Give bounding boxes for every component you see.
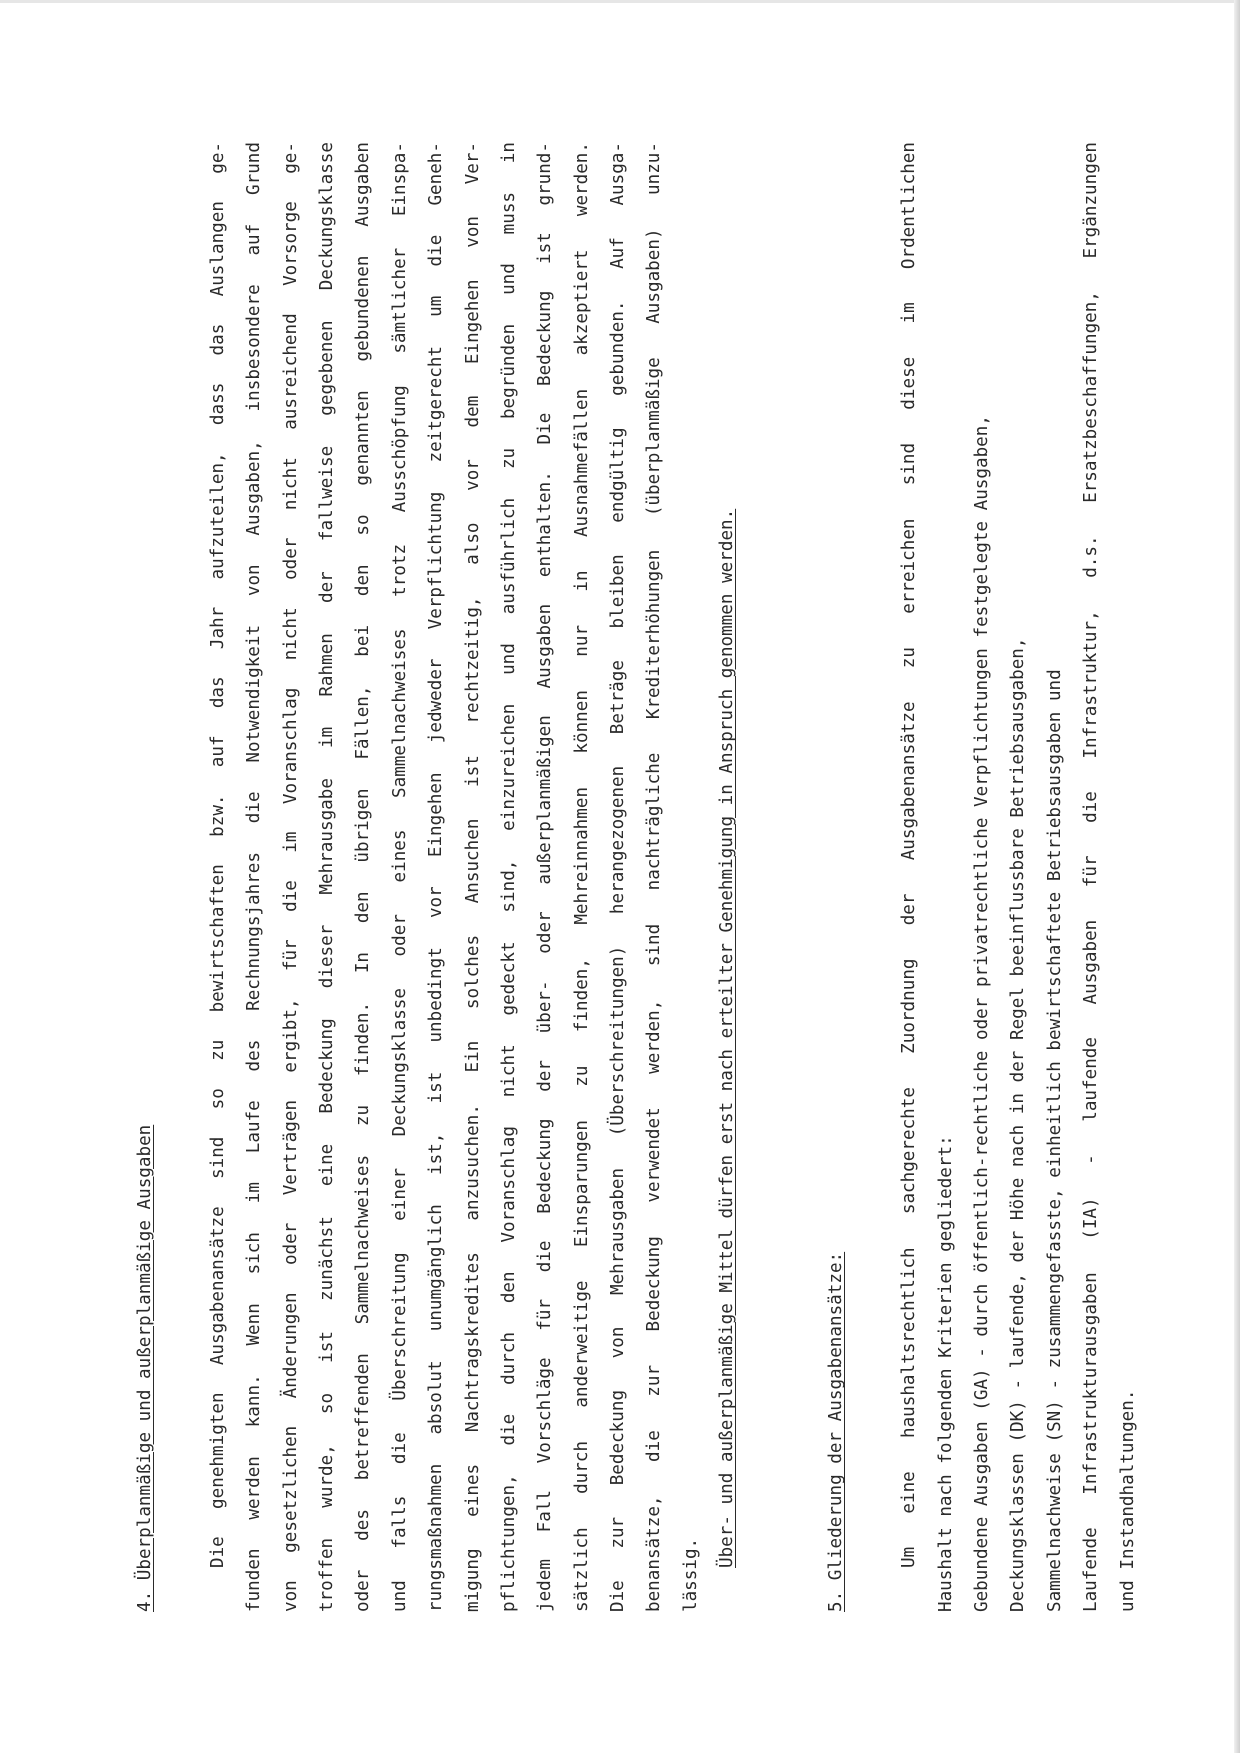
- list-item: Laufende Infrastrukturausgaben (IA) - laufende Ausgaben für die Infrastruktur, d.s. Ersatzbeschaffungen, Ergänzungen: [1081, 142, 1102, 1612]
- text-line: sätzlich durch anderweitige Einsparungen zu finden, Mehreinnahmen können nur in Ausnahmefällen akzeptiert werden.: [571, 142, 592, 1612]
- text-line: Haushalt nach folgenden Kriterien gegliedert:: [935, 1135, 956, 1612]
- list-item: Gebundene Ausgaben (GA) - durch öffentlich-rechtliche oder privatrechtliche Verpflichtungen festgelegte Ausgaben,: [971, 415, 992, 1612]
- text-line: lässig.: [680, 1537, 701, 1612]
- text-line: troffen wurde, so ist zunächst eine Bedeckung dieser Mehrausgabe im Rahmen der fallweise gegebenen Deckungsklasse: [316, 142, 337, 1612]
- text-line: funden werden kann. Wenn sich im Laufe des Rechnungsjahres die Notwendigkeit von Ausgaben, insbesondere auf Grund: [244, 142, 265, 1612]
- list-item: Sammelnachweise (SN) - zusammengefasste, einheitlich bewirtschaftete Betriebsausgaben und: [1044, 669, 1065, 1612]
- text-line: jedem Fall Vorschläge für die Bedeckung der über- oder außerplanmäßigen Ausgaben enthalten. Die Bedeckung ist grund-: [535, 142, 556, 1612]
- section-5-heading: 5. Gliederung der Ausgabenansätze:: [826, 1251, 847, 1612]
- text-line: oder des betreffenden Sammelnachweises zu finden. In den übrigen Fällen, bei den so genannten gebundenen Ausgaben: [353, 142, 374, 1612]
- text-line: Die zur Bedeckung von Mehrausgaben (Überschreitungen) herangezogenen Beträge bleiben endgültig gebunden. Auf Ausga-: [608, 142, 629, 1612]
- text-line: und falls die Überschreitung einer Deckungsklasse oder eines Sammelnachweises trotz Ausschöpfung sämtlicher Einspa-: [389, 142, 410, 1612]
- section-4-paragraph-2: [600, 142, 709, 1612]
- spacer: [782, 142, 818, 1612]
- list-item: Deckungsklassen (DK) - laufende, der Höhe nach in der Regel beeinflussbare Betriebsausgaben,: [1008, 637, 1029, 1612]
- text-line: migung eines Nachtragskredites anzusuchen. Ein solches Ansuchen ist rechtzeitig, also vor dem Eingehen von Ver-: [462, 142, 483, 1612]
- spacer: [855, 142, 891, 1612]
- spacer: [746, 142, 782, 1612]
- text-line: Um eine haushaltsrechtlich sachgerechte Zuordnung der Ausgabenansätze zu erreichen sind diese im Ordentlichen: [899, 142, 920, 1568]
- text-line: pflichtungen, die durch den Voranschlag nicht gedeckt sind, einzureichen und ausführlich zu begründen und muss in: [498, 142, 519, 1612]
- text-line: Die genehmigten Ausgabenansätze sind so zu bewirtschaften bzw. auf das Jahr aufzuteilen, dass das Auslangen ge-: [207, 142, 228, 1568]
- underlined-sentence: Über- und außerplanmäßige Mittel dürfen erst nach erteilter Genehmigung in Anspruch genommen werden.: [717, 508, 738, 1568]
- section-4-paragraph-3: [709, 142, 745, 1612]
- text-line: rungsmaßnahmen absolut unumgänglich ist, ist unbedingt vor Eingehen jedweder Verpflichtung zeitgerecht um die Geneh-: [426, 142, 447, 1612]
- section-5-intro: [891, 142, 964, 1612]
- section-5-list: [964, 142, 1146, 1612]
- section-4-paragraph-1: [200, 142, 600, 1612]
- text-line: benansätze, die zur Bedeckung verwendet werden, sind nachträgliche Krediterhöhungen (überplanmäßige Ausgaben) unzu-: [644, 142, 665, 1612]
- list-item: und Instandhaltungen.: [1117, 1389, 1138, 1612]
- scan-edge-top: [0, 0, 1240, 3]
- spacer: [163, 142, 199, 1612]
- scan-edge-right: [1234, 0, 1240, 1753]
- section-4-heading: 4. Überplanmäßige und außerplanmäßige Ausgaben: [135, 1124, 155, 1612]
- rotated-document-page: [127, 142, 1146, 1612]
- text-line: von gesetzlichen Änderungen oder Verträgen ergibt, für die im Voranschlag nicht oder nicht ausreichend Vorsorge ge-: [280, 142, 301, 1612]
